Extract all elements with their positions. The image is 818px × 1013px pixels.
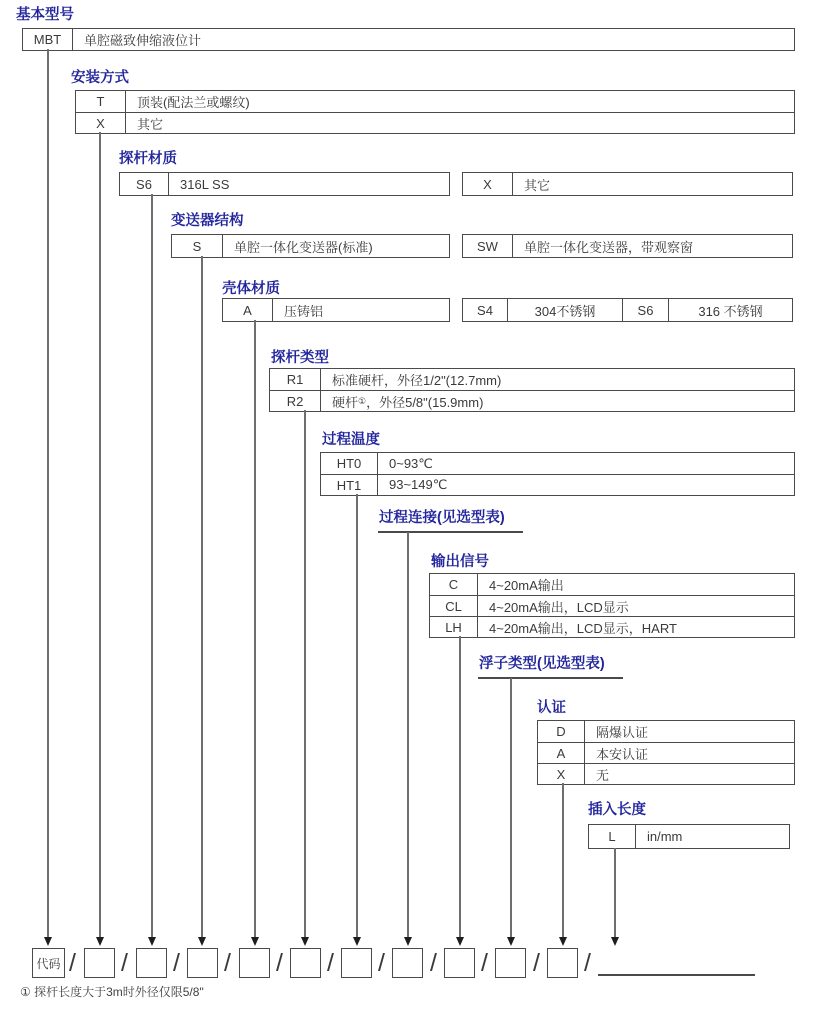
table-row — [270, 390, 794, 411]
desc-text: ，外径5/8"(15.9mm) — [366, 394, 484, 410]
section-title-output-signal: 输出信号 — [431, 554, 489, 570]
connector-line-output-signal — [459, 636, 461, 938]
code-table-process-temperature — [320, 452, 795, 496]
arrow-down-icon — [353, 937, 361, 946]
table-row — [430, 616, 794, 637]
desc-cell: 本安认证 — [596, 746, 649, 762]
slash-separator: / — [276, 949, 283, 977]
alt-code-table-probe-material — [462, 172, 793, 196]
desc-cell: 316L SS — [180, 176, 230, 192]
code-label-box: 代码 — [32, 948, 65, 978]
desc-cell: 硬杆 ① ，外径5/8"(15.9mm) — [321, 391, 794, 411]
code-slot-box-transmitter-structure — [187, 948, 218, 978]
code-table-probe-type — [269, 368, 795, 412]
desc-cell: 4~20mA输出，LCD显示 — [489, 599, 629, 615]
code-cell: C — [430, 574, 478, 595]
code-table-basic-model — [22, 28, 795, 51]
section-title-probe-type: 探杆类型 — [271, 350, 329, 366]
alt-code-table-transmitter-structure — [462, 234, 793, 258]
desc-cell: 304不锈钢 — [508, 299, 623, 321]
table-row — [589, 825, 789, 848]
slash-separator: / — [584, 949, 591, 977]
code-cell: LH — [430, 617, 478, 637]
section-title-transmitter-structure: 变送器结构 — [171, 213, 244, 229]
insertion-length-underline — [598, 946, 755, 976]
code-cell: T — [76, 91, 126, 112]
alt-code-table-housing-material — [462, 298, 793, 322]
table-row — [270, 369, 794, 390]
footnote: ① 探杆长度大于3m时外径仅限5/8" — [20, 985, 204, 999]
connector-line-process-connection — [407, 532, 409, 938]
connector-line-float-type — [510, 678, 512, 938]
code-cell: S6 — [120, 173, 169, 195]
code-slot-box-probe-type — [290, 948, 321, 978]
desc-cell: in/mm — [647, 829, 683, 844]
desc-cell: 其它 — [524, 177, 551, 193]
arrow-down-icon — [148, 937, 156, 946]
connector-line-probe-type — [304, 410, 306, 938]
arrow-down-icon — [301, 937, 309, 946]
table-row — [463, 173, 792, 195]
slash-separator: / — [224, 949, 231, 977]
code-cell: A — [223, 299, 273, 321]
table-row — [430, 574, 794, 595]
desc-cell: 4~20mA输出 — [489, 578, 564, 593]
arrow-down-icon — [198, 937, 206, 946]
arrow-down-icon — [507, 937, 515, 946]
table-row — [223, 299, 449, 321]
table-row — [321, 453, 794, 474]
code-cell: D — [538, 721, 585, 742]
desc-cell: 隔爆认证 — [596, 725, 649, 740]
table-row — [120, 173, 449, 195]
connector-line-certification — [562, 783, 564, 938]
slash-separator: / — [69, 949, 76, 977]
code-table-mounting-style — [75, 90, 795, 134]
table-row — [172, 235, 449, 257]
slash-separator: / — [378, 949, 385, 977]
code-slot-box-process-connection — [392, 948, 423, 978]
connector-line-basic-model — [47, 49, 49, 938]
desc-cell: 压铸铝 — [284, 303, 324, 319]
connector-line-probe-material — [151, 194, 153, 938]
code-slot-box-process-temperature — [341, 948, 372, 978]
desc-cell: 单腔一体化变送器(标准) — [234, 239, 373, 255]
desc-text: 硬杆 — [332, 394, 359, 410]
code-table-transmitter-structure — [171, 234, 450, 258]
arrow-down-icon — [611, 937, 619, 946]
arrow-down-icon — [456, 937, 464, 946]
section-title-housing-material: 壳体材质 — [222, 281, 280, 297]
connector-line-mounting-style — [99, 132, 101, 938]
slash-separator: / — [173, 949, 180, 977]
table-row — [463, 299, 792, 321]
connector-line-housing-material — [254, 320, 256, 938]
code-slot-box-certification — [547, 948, 578, 978]
table-row — [538, 742, 794, 763]
desc-cell: 标准硬杆，外径1/2"(12.7mm) — [332, 373, 502, 388]
arrow-down-icon — [559, 937, 567, 946]
desc-cell: 顶装(配法兰或螺纹) — [137, 95, 250, 110]
section-title-insertion-length: 插入长度 — [588, 802, 646, 818]
code-slot-box-output-signal — [444, 948, 475, 978]
table-row — [538, 721, 794, 742]
arrow-down-icon — [251, 937, 259, 946]
code-cell: X — [76, 113, 126, 133]
slash-separator: / — [481, 949, 488, 977]
table-row — [538, 763, 794, 784]
code-cell: S — [172, 235, 223, 257]
connector-line-process-temperature — [356, 494, 358, 938]
code-table-housing-material — [222, 298, 450, 322]
desc-cell: 0~93℃ — [389, 455, 433, 471]
desc-cell: 4~20mA输出，LCD显示，HART — [489, 620, 677, 636]
slash-separator: / — [121, 949, 128, 977]
desc-cell: 93~149℃ — [389, 477, 448, 492]
code-cell: CL — [430, 596, 478, 616]
slash-separator: / — [327, 949, 334, 977]
arrow-down-icon — [96, 937, 104, 946]
connector-line-insertion-length — [614, 848, 616, 938]
code-slot-box-float-type — [495, 948, 526, 978]
code-cell: X — [463, 173, 513, 195]
code-cell: MBT — [23, 29, 73, 50]
code-table-probe-material — [119, 172, 450, 196]
code-table-certification — [537, 720, 795, 785]
code-slot-box-probe-material — [136, 948, 167, 978]
slash-separator: / — [430, 949, 437, 977]
section-title-probe-material: 探杆材质 — [119, 151, 177, 167]
section-title-basic-model: 基本型号 — [16, 7, 74, 23]
table-row — [321, 474, 794, 495]
code-cell: SW — [463, 235, 513, 257]
code-cell: S6 — [623, 299, 669, 321]
section-title-process-temperature: 过程温度 — [322, 432, 380, 448]
section-title-certification: 认证 — [537, 700, 566, 716]
code-cell: HT1 — [321, 475, 378, 495]
section-title-float-type: 浮子类型(见选型表) — [478, 655, 623, 679]
desc-cell: 单腔一体化变送器，带观察窗 — [524, 239, 694, 255]
table-row — [463, 235, 792, 257]
slash-separator: / — [533, 949, 540, 977]
code-cell: L — [589, 825, 636, 848]
code-cell: S4 — [463, 299, 508, 321]
desc-cell: 其它 — [137, 116, 164, 132]
arrow-down-icon — [404, 937, 412, 946]
table-row — [23, 29, 794, 50]
code-cell: R2 — [270, 391, 321, 411]
code-slot-box-mounting-style — [84, 948, 115, 978]
code-cell: R1 — [270, 369, 321, 390]
desc-cell: 单腔磁致伸缩液位计 — [84, 33, 202, 48]
code-table-insertion-length — [588, 824, 790, 849]
table-row — [76, 112, 794, 133]
code-cell: A — [538, 743, 585, 763]
connector-line-transmitter-structure — [201, 256, 203, 938]
arrow-down-icon — [44, 937, 52, 946]
desc-cell: 无 — [596, 767, 610, 783]
section-title-process-connection: 过程连接(见选型表) — [378, 509, 523, 533]
section-title-mounting-style: 安装方式 — [71, 70, 129, 86]
code-cell: X — [538, 764, 585, 784]
desc-cell: 316 不锈钢 — [698, 303, 763, 319]
table-row — [76, 91, 794, 112]
code-slot-box-housing-material — [239, 948, 270, 978]
code-table-output-signal — [429, 573, 795, 638]
code-cell: HT0 — [321, 453, 378, 474]
table-row — [430, 595, 794, 616]
